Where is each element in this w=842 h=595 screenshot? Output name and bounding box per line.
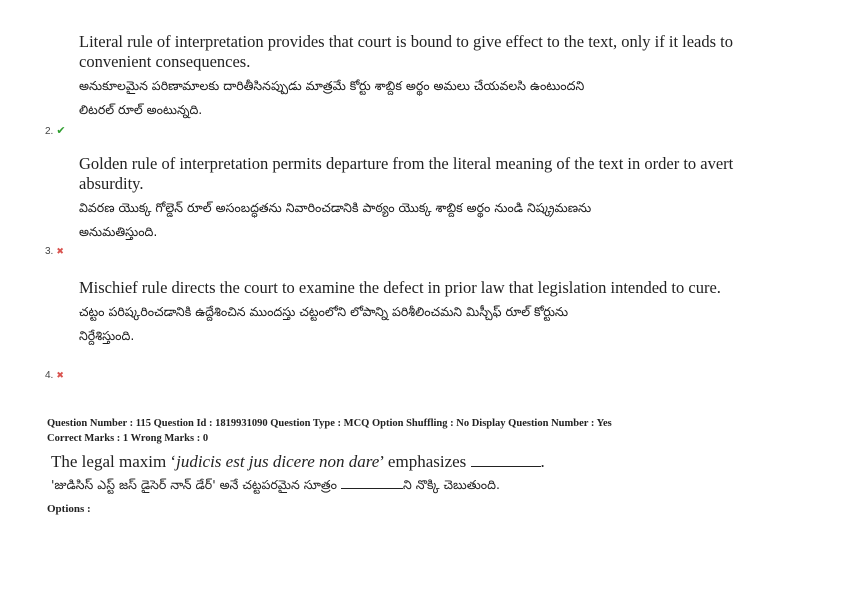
question-english [51, 452, 751, 472]
option-3-telugu-line1: వివరణ యొక్క గోల్డెన్ రూల్ అసంబద్ధతను నివారించడానికి పాఠ్యం యొక్క శాబ్దిక అర్థం నుండి నిష్క్రమణను [79, 200, 592, 215]
option-2-number [45, 124, 66, 137]
option-4-body [79, 278, 779, 348]
check-icon: ✔ [56, 125, 66, 137]
option-4-telugu-line1: చట్టం పరిష్కరించడానికి ఉద్దేశించిన ముందస్తు చట్టంలోని లోపాన్ని పరిశీలించమని మిస్చీఫ్ రూల్ కోర్టును [79, 304, 569, 319]
question-en-prefix: The legal maxim ‘ [51, 452, 177, 471]
question-te-suffix: ని నొక్కి చెబుతుంది. [402, 477, 500, 492]
option-2-telugu-line2: లిటరల్ రూల్ అంటున్నది. [79, 102, 203, 117]
question-meta [47, 416, 612, 446]
question-meta-line1: Question Number : 115 Question Id : 1819931090 Question Type : MCQ Option Shuffling : No Display Question Number : Yes [47, 418, 612, 429]
option-2-english: Literal rule of interpretation provides that court is bound to give effect to the text, only if it leads to convenient consequences. [79, 32, 734, 71]
question-en-end: . [540, 452, 545, 471]
cross-icon: ✖ [56, 370, 64, 380]
option-2-number-label: 2. [45, 126, 54, 137]
options-label: Options : [47, 503, 91, 515]
option-4-telugu-line2: నిర్దేశిస్తుంది. [79, 328, 135, 343]
option-3-body [79, 154, 779, 244]
option-4-english: Mischief rule directs the court to examine the defect in prior law that legislation intended to cure. [79, 278, 721, 297]
question [51, 452, 751, 496]
question-meta-line2: Correct Marks : 1 Wrong Marks : 0 [47, 433, 209, 444]
question-te-prefix: 'జుడిసిస్ ఎస్ట్ జస్ డైసెర్ నాన్ డేర్' అనే చట్టపరమైన సూత్రం [51, 477, 337, 492]
option-2-body [79, 32, 779, 122]
cross-icon: ✖ [56, 246, 64, 256]
answer-blank [471, 452, 541, 467]
question-telugu [51, 474, 751, 496]
option-3-telugu-line2: అనుమతిస్తుంది. [79, 224, 158, 239]
option-2-telugu-line1: అనుకూలమైన పరిణామాలకు దారితీసినప్పుడు మాత్రమే కోర్టు శాబ్దిక అర్థం అమలు చేయవలసి ఉంటుందని [79, 78, 585, 93]
question-maxim: judicis est jus dicere non dare [176, 452, 380, 471]
option-4-number-label: 4. [45, 370, 54, 381]
answer-blank-telugu [341, 474, 403, 489]
option-3-number [45, 246, 64, 257]
option-3-english: Golden rule of interpretation permits departure from the literal meaning of the text in order to avert absurdity. [79, 154, 734, 193]
option-3-number-label: 3. [45, 246, 54, 257]
option-4-number [45, 370, 64, 381]
question-en-suffix: ’ emphasizes [379, 452, 467, 471]
